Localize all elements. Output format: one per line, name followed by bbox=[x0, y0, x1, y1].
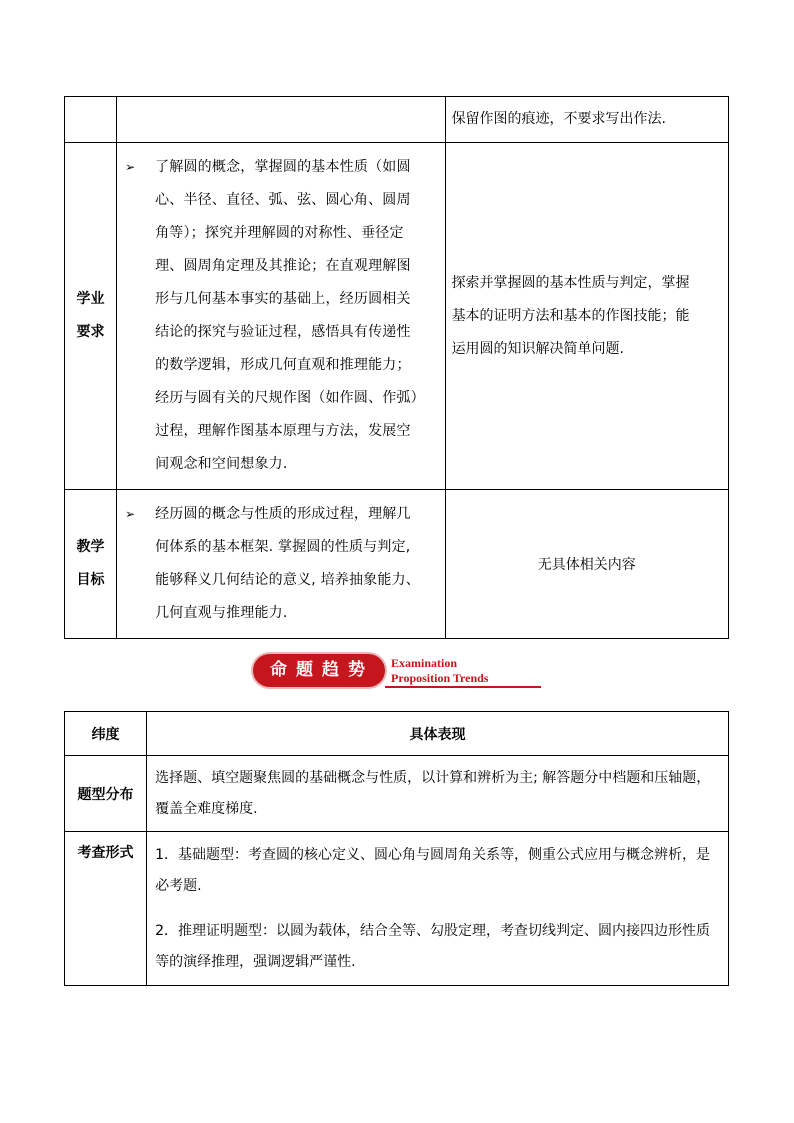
cell-text: 保留作图的痕迹，不要求写出作法. bbox=[451, 111, 667, 127]
row-label: 题型分布 bbox=[65, 756, 147, 832]
table-cell: 1．基础题型：考查圆的核心定义、圆心角与圆周角关系等，侧重公式应用与概念辨析，是必考题. 2．推理证明题型：以圆为载体，结合全等、勾股定理，考查切线判定、圆内接四边形性质等的演绎推理，强调逻辑严谨性. bbox=[147, 832, 729, 986]
table-cell bbox=[117, 490, 445, 639]
table-row bbox=[65, 97, 729, 143]
table-row bbox=[65, 490, 729, 639]
table-cell bbox=[117, 97, 445, 143]
arrow-bullet-icon: ➢ bbox=[125, 160, 136, 174]
trends-table bbox=[64, 711, 729, 986]
table-cell: 选择题、填空题聚焦圆的基础概念与性质，以计算和辨析为主; 解答题分中档题和压轴题，覆盖全难度梯度. bbox=[147, 756, 729, 832]
section-banner bbox=[253, 652, 543, 692]
header-cell: 具体表现 bbox=[147, 712, 729, 756]
banner-english-title: Examination Proposition Trends bbox=[391, 656, 489, 685]
table-row bbox=[65, 143, 729, 490]
banner-underline bbox=[385, 686, 541, 688]
table-cell bbox=[117, 143, 445, 490]
banner-title: 命题趋势 bbox=[270, 660, 374, 680]
table-cell: 探索并掌握圆的基本性质与判定，掌握 基本的证明方法和基本的作图技能；能 运用圆的知识解决简单问题. bbox=[445, 143, 728, 490]
bullet-text: 了解圆的概念，掌握圆的基本性质（如圆 心、半径、直径、弧、弦、圆心角、圆周 角等）；探究并理解圆的对称性、垂径定 理、圆周角定理及其推论；在直观理解图 形与几何基本事实的基础上，经历圆相关 结论的探究与验证过程，感悟具有传递性 的数学逻辑，形成几何直观和推理能力； 经历与圆有关的尺规作图（如作圆、作弧） 过程，理解作图基本原理与方法，发展空 间观念和空间想象力. bbox=[155, 159, 425, 472]
requirements-table bbox=[64, 96, 729, 639]
table-row bbox=[65, 756, 729, 832]
table-cell bbox=[445, 97, 728, 143]
row-label-teaching-goals: 教学 目标 bbox=[65, 490, 117, 639]
table-row bbox=[65, 832, 729, 986]
table-cell: 无具体相关内容 bbox=[445, 490, 728, 639]
row-label: 考查形式 bbox=[65, 832, 147, 986]
table-header-row bbox=[65, 712, 729, 756]
header-cell: 纬度 bbox=[65, 712, 147, 756]
arrow-bullet-icon: ➢ bbox=[125, 507, 136, 521]
bullet-text: 经历圆的概念与性质的形成过程，理解几 何体系的基本框架. 掌握圆的性质与判定, 能够释义几何结论的意义, 培养抽象能力、 几何直观与推理能力. bbox=[155, 506, 420, 621]
row-label-academic-requirements: 学业 要求 bbox=[65, 143, 117, 490]
table-cell bbox=[65, 97, 117, 143]
